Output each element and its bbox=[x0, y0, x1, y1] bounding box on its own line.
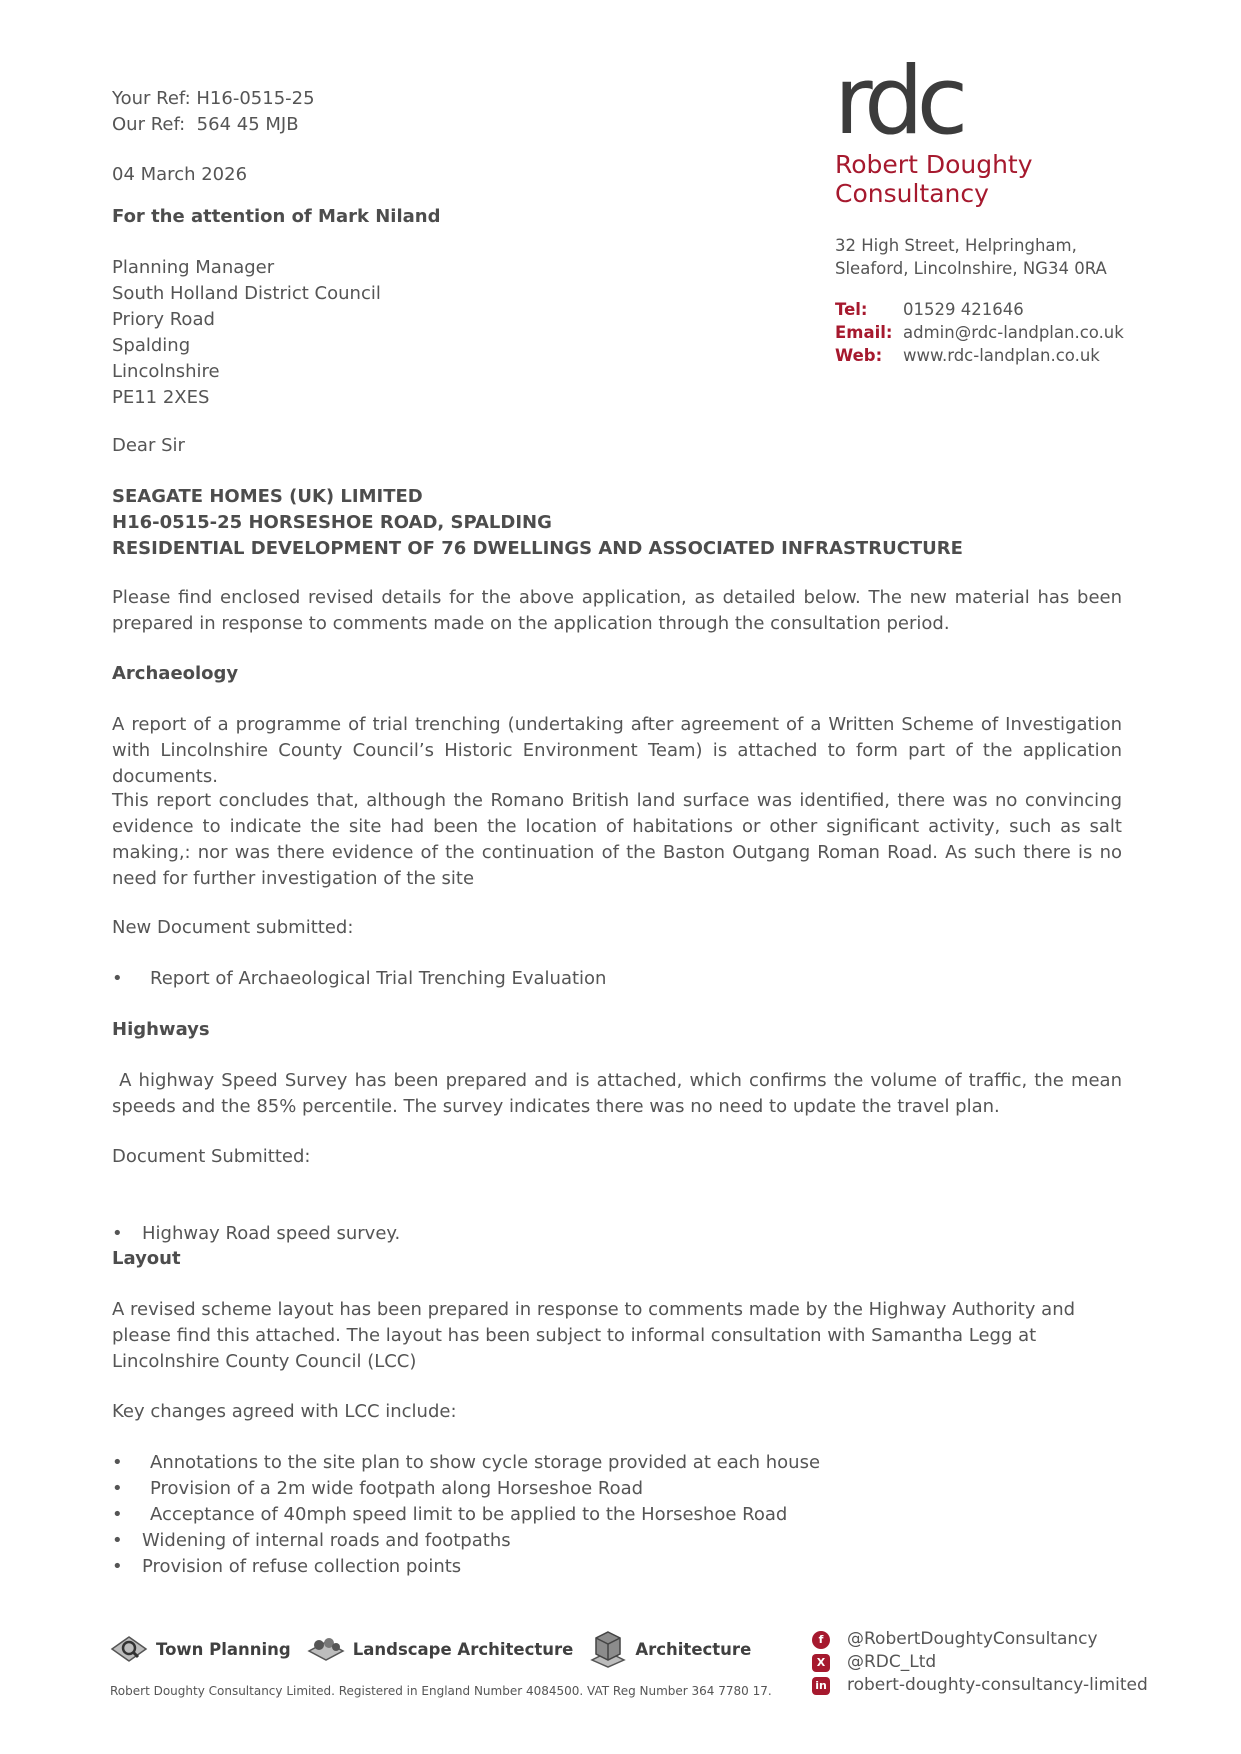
web-value: www.rdc-landplan.co.uk bbox=[903, 346, 1100, 365]
recipient-address bbox=[112, 255, 381, 411]
service-label: Architecture bbox=[635, 1639, 752, 1659]
intro-paragraph: Please find enclosed revised details for the above application, as detailed below. The new material has been prepared in response to comments made on the application through the consultation period. bbox=[112, 587, 1122, 634]
highways-doc-item: • Highway Road speed survey. bbox=[112, 1221, 1241, 1247]
social-x[interactable] bbox=[812, 1651, 1148, 1674]
x-handle[interactable]: @RDC_Ltd bbox=[847, 1652, 937, 1672]
company-name bbox=[835, 150, 1033, 208]
recipient-line: South Holland District Council bbox=[112, 283, 381, 304]
list-item: • Acceptance of 40mph speed limit to be applied to the Horseshoe Road bbox=[112, 1502, 820, 1528]
contact-block bbox=[835, 298, 1124, 367]
highways-paragraph: A highway Speed Survey has been prepared and is attached, which confirms the volume of traffic, the mean speeds and the 85% percentile. The survey indicates there was no need to update the travel plan. bbox=[112, 1070, 1128, 1117]
company-name-line1: Robert Doughty bbox=[835, 150, 1033, 179]
subject-line: H16-0515-25 HORSESHOE ROAD, SPALDING bbox=[112, 512, 552, 533]
list-item: • Provision of a 2m wide footpath along Horseshoe Road bbox=[112, 1476, 820, 1502]
tel-row bbox=[835, 298, 1124, 321]
linkedin-icon: in bbox=[812, 1677, 830, 1695]
footer-services bbox=[110, 1630, 767, 1668]
registration-text: Robert Doughty Consultancy Limited. Registered in England Number 4084500. VAT Reg Number 364 7780 17. bbox=[110, 1684, 772, 1698]
recipient-line: Priory Road bbox=[112, 309, 215, 330]
social-facebook[interactable] bbox=[812, 1628, 1148, 1651]
address-line1: 32 High Street, Helpringham, bbox=[835, 236, 1077, 255]
linkedin-handle[interactable]: robert-doughty-consultancy-limited bbox=[847, 1675, 1148, 1695]
recipient-line: Planning Manager bbox=[112, 257, 275, 278]
company-logo-mark: rdc bbox=[834, 47, 962, 156]
service-label: Landscape Architecture bbox=[352, 1639, 574, 1659]
highways-doc-label: Document Submitted: bbox=[112, 1146, 311, 1167]
facebook-icon: f bbox=[812, 1631, 830, 1649]
layout-changes-label: Key changes agreed with LCC include: bbox=[112, 1401, 457, 1422]
recipient-line: Lincolnshire bbox=[112, 361, 220, 382]
salutation: Dear Sir bbox=[112, 435, 185, 456]
archaeology-paragraph-2: This report concludes that, although the Romano British land surface was identified, there was no convincing evidence to indicate the site had been the location of habitations or other significant activity, such as salt making,: nor was there evidence of the continuation of the Baston Outgang Roman Road. As such there is no need for further investigation of the site bbox=[112, 790, 1122, 889]
web-label: Web: bbox=[835, 346, 883, 365]
our-ref: Our Ref: 564 45 MJB bbox=[112, 114, 299, 135]
archaeology-heading: Archaeology bbox=[112, 663, 239, 684]
facebook-handle[interactable]: @RobertDoughtyConsultancy bbox=[847, 1629, 1098, 1649]
attention-line: For the attention of Mark Niland bbox=[112, 206, 441, 227]
tel-label: Tel: bbox=[835, 300, 868, 319]
town-planning-icon bbox=[110, 1634, 148, 1664]
landscape-icon bbox=[307, 1634, 345, 1664]
company-address bbox=[835, 234, 1107, 280]
email-row bbox=[835, 321, 1124, 344]
service-architecture bbox=[589, 1630, 751, 1668]
archaeology-doc-item: • Report of Archaeological Trial Trenching Evaluation bbox=[112, 966, 1241, 992]
reference-block bbox=[112, 86, 315, 138]
subject-block bbox=[112, 484, 963, 562]
x-icon: X bbox=[812, 1654, 830, 1672]
social-links bbox=[812, 1628, 1148, 1697]
list-item: • Annotations to the site plan to show cycle storage provided at each house bbox=[112, 1450, 820, 1476]
service-label: Town Planning bbox=[156, 1639, 291, 1659]
layout-paragraph: A revised scheme layout has been prepared in response to comments made by the Highway Authority and please find this attached. The layout has been subject to informal consultation with Samantha Legg at Lincolnshire County Council (LCC) bbox=[112, 1299, 1076, 1372]
subject-line: RESIDENTIAL DEVELOPMENT OF 76 DWELLINGS AND ASSOCIATED INFRASTRUCTURE bbox=[112, 538, 963, 559]
address-line2: Sleaford, Lincolnshire, NG34 0RA bbox=[835, 259, 1107, 278]
web-row bbox=[835, 344, 1124, 367]
email-value: admin@rdc-landplan.co.uk bbox=[903, 323, 1124, 342]
service-landscape-architecture bbox=[307, 1634, 574, 1664]
social-linkedin[interactable] bbox=[812, 1674, 1148, 1697]
your-ref: Your Ref: H16-0515-25 bbox=[112, 88, 315, 109]
list-item: • Widening of internal roads and footpaths bbox=[112, 1528, 820, 1554]
email-label: Email: bbox=[835, 323, 893, 342]
layout-heading: Layout bbox=[112, 1248, 181, 1269]
recipient-line: PE11 2XES bbox=[112, 387, 210, 408]
tel-value: 01529 421646 bbox=[903, 300, 1024, 319]
archaeology-doc-label: New Document submitted: bbox=[112, 917, 354, 938]
company-name-line2: Consultancy bbox=[835, 179, 989, 208]
architecture-icon bbox=[589, 1630, 627, 1668]
service-town-planning bbox=[110, 1634, 291, 1664]
letter-date: 04 March 2026 bbox=[112, 164, 248, 185]
subject-line: SEAGATE HOMES (UK) LIMITED bbox=[112, 486, 423, 507]
highways-heading: Highways bbox=[112, 1019, 210, 1040]
recipient-line: Spalding bbox=[112, 335, 191, 356]
list-item: • Provision of refuse collection points bbox=[112, 1554, 820, 1580]
layout-changes-list bbox=[112, 1450, 820, 1580]
archaeology-paragraph-1: A report of a programme of trial trenching (undertaking after agreement of a Written Scheme of Investigation with Lincolnshire County Council’s Historic Environment Team) is attached to form part of the application documents. bbox=[112, 714, 1122, 787]
